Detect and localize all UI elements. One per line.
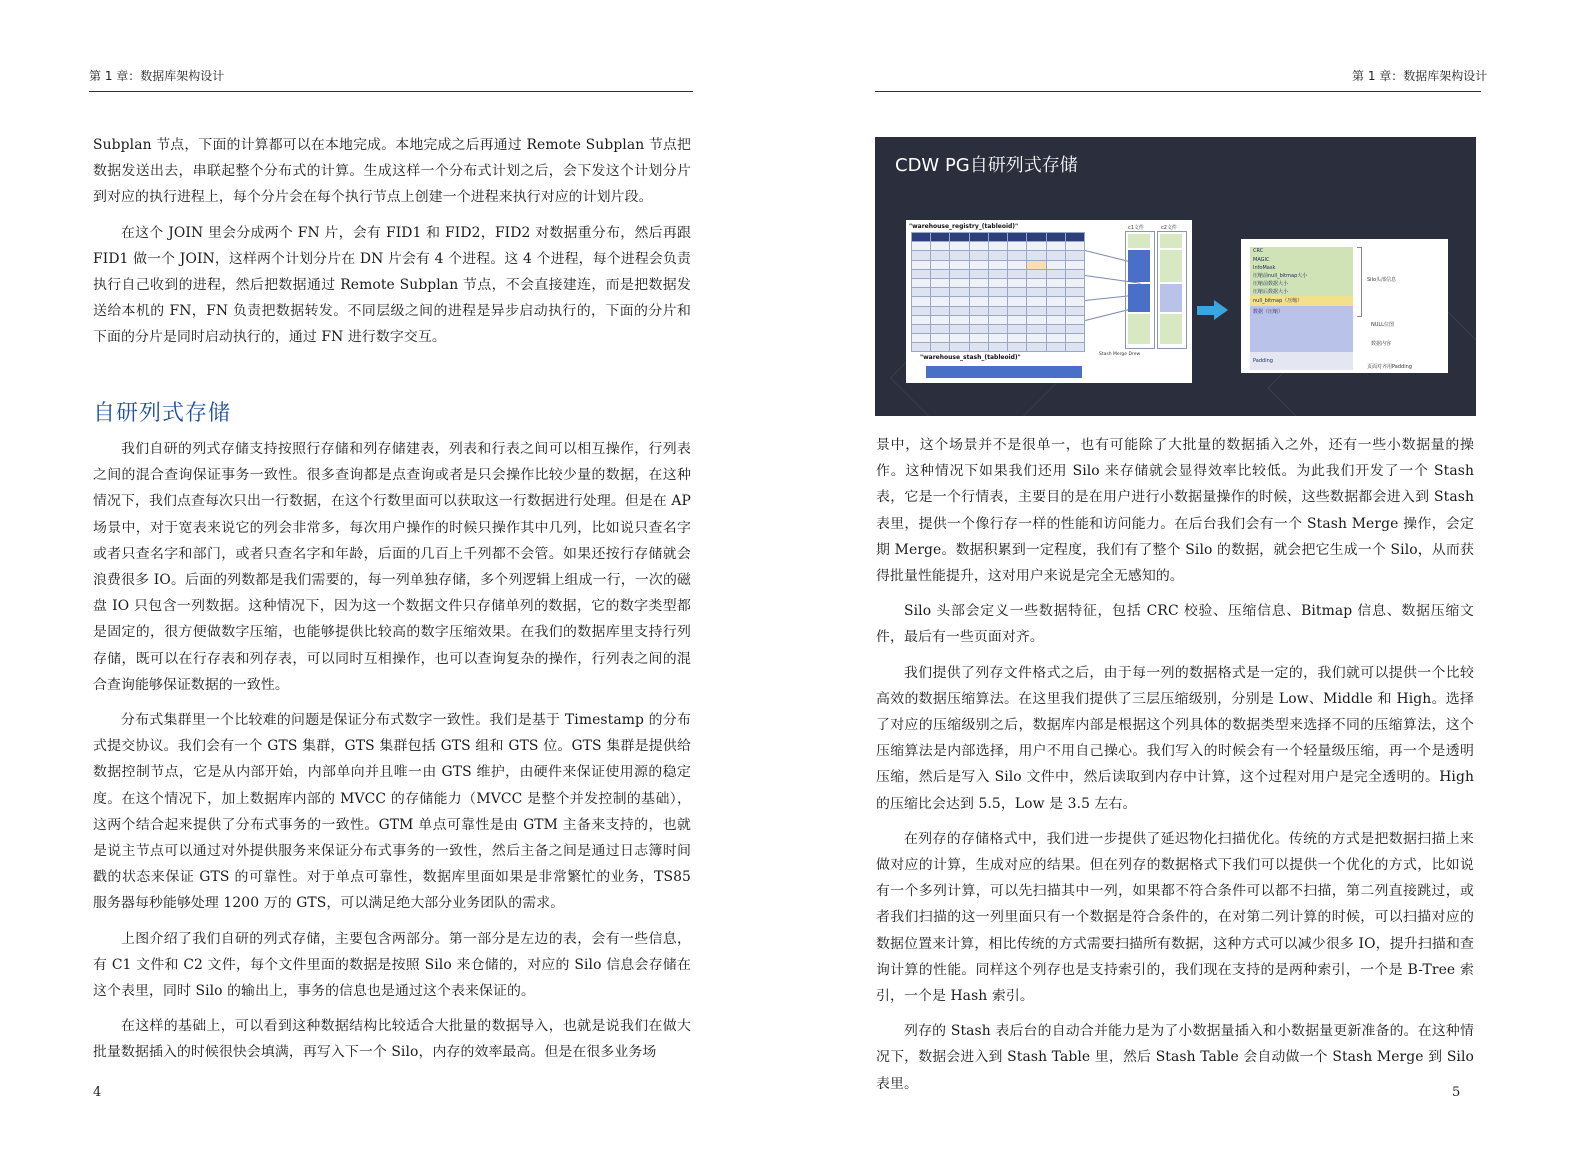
paragraph: Silo 头部会定义一些数据特征，包括 CRC 校验、压缩信息、Bitmap 信息、数据压缩文件，最后有一些页面对齐。 (876, 603, 1474, 646)
silo-row: 压缩前数据大小 (1250, 280, 1353, 288)
silo-note: Silo头部信息 (1367, 277, 1397, 283)
registry-table (911, 232, 1085, 352)
header-brace (1357, 247, 1362, 317)
silo-row: Padding (1250, 352, 1353, 370)
paragraph: 列存的 Stash 表后台的自动合并能力是为了小数据量插入和小数据量更新准备的。在这种情况下，数据会进入到 Stash Table 里，然后 Stash Table 会自动做一个 Stash Merge 到 Silo 表里。 (876, 1023, 1474, 1092)
silo-block (1128, 314, 1150, 344)
silo-note: 数据内容 (1371, 341, 1392, 347)
page-number: 5 (1452, 1085, 1461, 1100)
paragraph: 分布式集群里一个比较难的问题是保证分布式数字一致性。我们是基于 Timestamp 的分布式提交协议。我们会有一个 GTS 集群，GTS 集群包括 GTS 组和 GTS 位。GTS 集群是提供给数据控制节点，它是从内部开始，内部单向并且唯一由 GTS 维护，由硬件来保证使用源的稳定度。在这个情况下，加上数据库内部的 MVCC 的存储能力（MVCC 是整个并发控制的基础），这两个结合起来提供了分布式事务的一致性。GTM 单点可靠性是由 GTM 主备来支持的，也就是说主节点可以通过对外提供服务来保证分布式事务的一致性，然后主备之间是通过日志簿时间戳的状态来保证 GTS 的可靠性。对于单点可靠性，数据库里面如果是非常繁忙的业务，TS85 服务器每秒能够处理 1200 万的 GTS，可以满足绝大部分业务团队的需求。 (93, 712, 691, 912)
header-rule (875, 91, 1481, 92)
silo-block (1160, 250, 1182, 282)
silo-row: 压缩后数据大小 (1250, 288, 1353, 296)
paragraph: 我们提供了列存文件格式之后，由于每一列的数据格式是一定的，我们就可以提供一个比较高效的数据压缩算法。在这里我们提供了三层压缩级别，分别是 Low、Middle 和 High。选择了对应的压缩级别之后，数据库内部是根据这个列具体的数据类型来选择不同的压缩算法，这个压缩算法是内部选择，用户不用自己操心。我们写入的时候会有一个轻量级压缩，再一个是透明压缩，然后是写入 Silo 文件中，然后读取到内存中计算，这个过程对用户是完全透明的。High 的压缩比会达到 5.5，Low 是 3.5 左右。 (876, 664, 1474, 812)
silo-row: InfoMask (1250, 264, 1353, 272)
arrow-head-icon (1214, 300, 1228, 320)
running-head: 第 1 章：数据库架构设计 (89, 69, 225, 83)
c1-file-label: c1文件 (1128, 225, 1144, 231)
paragraph: 我们自研的列式存储支持按照行存储和列存储建表，列表和行表之间可以相互操作，行列表之间的混合查询保证事务一致性。很多查询都是点查询或者是只会操作比较少量的数据，在这种情况下，我们点查每次只出一行数据，在这个行数里面可以获取这一行数据进行处理。但是在 AP 场景中，对于宽表来说它的列会非常多，每次用户操作的时候只操作其中几列，比如说只查名字或者只查名字和部门，或者只查名字和年龄，后面的几百上千列都不会管。如果还按行存储就会浪费很多 IO。后面的列数都是我们需要的，每一列单独存储，多个列逻辑上组成一行，一次的磁盘 IO 只包含一列数据。这种情况下，因为这一个数据文件只存储单列的数据，它的数字类型都是固定的，很方便做数字压缩，也能够提供比较高的数字压缩效果。在我们的数据库里支持行列存储，既可以在行存表和列存表，可以同时互相操作，也可以查询复杂的操作，行列表之间的混合查询能够保证数据的一致性。 (93, 441, 691, 693)
page-number: 4 (93, 1085, 102, 1100)
stash-merge-note: Stash Merge Drew (1099, 352, 1141, 357)
columnar-storage-figure (875, 137, 1476, 416)
silo-block (1160, 314, 1182, 344)
silo-row: 压缩前null_bitmap大小 (1250, 272, 1353, 280)
paragraph: 景中，这个场景并不是很单一，也有可能除了大批量的数据插入之外，还有一些小数据量的操作。这种情况下如果我们还用 Silo 来存储就会显得效率比较低。为此我们开发了一个 Stash 表，它是一个行情表，主要目的是在用户进行小数据量操作的时候，这些数据都会进入到 Stash 表里，提供一个像行存一样的性能和访问能力。在后台我们会有一个 Stash Merge 操作，会定期 Merge。数据积累到一定程度，我们有了整个 Silo 的数据，就会把它生成一个 Silo，从而获得批量性能提升，这对用户来说是完全无感知的。 (876, 437, 1474, 585)
silo-note: 页面对齐用Padding (1367, 364, 1412, 370)
paragraph: Subplan 节点，下面的计算都可以在本地完成。本地完成之后再通过 Remote Subplan 节点把数据发送出去，串联起整个分布式的计算。生成这样一个分布式计划之后，会下发这个计划分片到对应的执行进程上，每个分片会在每个执行节点上创建一个进程来执行对应的计划片段。 (93, 137, 691, 206)
body-text (876, 432, 1474, 1106)
silo-layout (1250, 247, 1353, 370)
silo-block (1128, 234, 1150, 248)
silo-row: null_bitmap（压缩） (1250, 296, 1353, 306)
paragraph: 在这样的基础上，可以看到这种数据结构比较适合大批量的数据导入，也就是说我们在做大批量数据插入的时候很快会填满，再写入下一个 Silo，内存的效率最高。但是在很多业务场 (93, 1018, 691, 1061)
silo-block (1160, 284, 1182, 312)
slide-title: CDW PG自研列式存储 (895, 155, 1078, 176)
arrow-right-icon (1197, 306, 1215, 315)
c2-file-label: c2文件 (1161, 225, 1177, 231)
paragraph: 上图介绍了我们自研的列式存储，主要包含两部分。第一部分是左边的表，会有一些信息，有 C1 文件和 C2 文件，每个文件里面的数据是按照 Silo 来仓储的，对应的 Silo 信息会存储在这个表里，同时 Silo 的输出上，事务的信息也是通过这个表来保证的。 (93, 930, 691, 1000)
silo-note: NULL位图 (1371, 322, 1394, 328)
silo-format-panel (1241, 239, 1448, 373)
registry-panel (906, 220, 1192, 383)
silo-row: CRC (1250, 247, 1353, 256)
running-head: 第 1 章：数据库架构设计 (1352, 69, 1488, 83)
silo-row: 数据（压缩） (1250, 306, 1353, 352)
stash-table (926, 366, 1082, 378)
body-text-top (93, 132, 691, 360)
silo-block (1128, 250, 1150, 282)
paragraph: 在这个 JOIN 里会分成两个 FN 片，会有 FID1 和 FID2，FID2 对数据重分布，然后再跟 FID1 做一个 JOIN，这样两个计划分片在 DN 片会有 4 个进程。这 4 个进程，每个进程会负责执行自己收到的进程，然后把数据通过 Remote Subplan 节点，不会直接建连，而是把数据发送给本机的 FN，FN 负责把数据转发。不同层级之间的进程是异步启动执行的，下面的分片和下面的分片是同时启动执行的，通过 FN 进行数字交互。 (93, 224, 691, 346)
header-rule (89, 91, 693, 92)
silo-row: MAGIC (1250, 256, 1353, 264)
silo-block (1128, 284, 1150, 312)
silo-block (1160, 234, 1182, 248)
section-title: 自研列式存储 (93, 401, 232, 426)
registry-label: "warehouse_registry_(tableoid)" (909, 223, 1019, 230)
paragraph: 在列存的存储格式中，我们进一步提供了延迟物化扫描优化。传统的方式是把数据扫描上来做对应的计算，生成对应的结果。但在列存的数据格式下我们可以提供一个优化的方式，比如说有一个多列计算，可以先扫描其中一列，如果都不符合条件可以都不扫描，第二列直接跳过，或者我们扫描的这一列里面只有一个数据是符合条件的，在对第二列计算的时候，可以扫描对应的数据位置来计算，相比传统的方式需要扫描所有数据，这种方式可以减少很多 IO，提升扫描和查询计算的性能。同样这个列存也是支持索引的，我们现在支持的是两种索引，一个是 B-Tree 索引，一个是 Hash 索引。 (876, 830, 1474, 1005)
left-page (0, 0, 790, 1167)
body-text-bottom (93, 436, 691, 1075)
right-page (797, 0, 1587, 1167)
stash-label: "warehouse_stash_(tableoid)" (920, 354, 1021, 361)
